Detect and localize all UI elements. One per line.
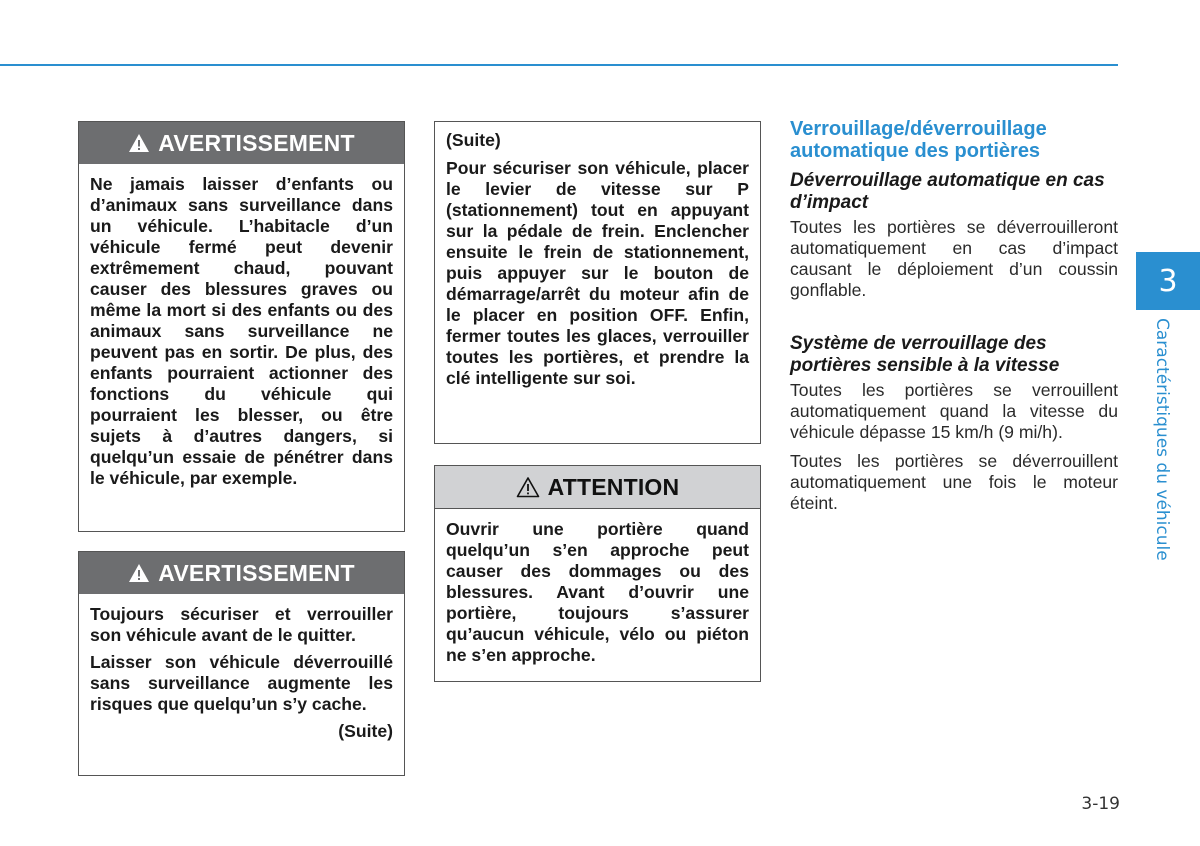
- warning-triangle-icon: [128, 133, 150, 153]
- warning-text-1: Toujours sécuriser et verrouiller son véhicule avant de le quitter.: [90, 604, 393, 645]
- chapter-label: [1142, 318, 1182, 561]
- warning-title: AVERTISSEMENT: [158, 129, 355, 156]
- warning-header: [79, 122, 404, 164]
- subsection-title-impact: Déverrouillage automatique en cas d’impact: [790, 170, 1105, 213]
- unlock-text: Toutes les portières se déverrouillent automatiquement une fois le moteur éteint.: [790, 451, 1118, 513]
- chapter-title: Caractéristiques du véhicule: [1152, 318, 1172, 561]
- continuation-label: (Suite): [446, 130, 501, 150]
- warning-box-2: [78, 551, 405, 776]
- continuation-box: [434, 121, 761, 444]
- attention-box: [434, 465, 761, 682]
- page-number: 3-19: [1081, 794, 1120, 814]
- chapter-number: 3: [1158, 263, 1178, 299]
- warning-triangle-icon: [128, 563, 150, 583]
- content-column: [790, 118, 1118, 522]
- warning-triangle-outline-icon: [516, 476, 540, 498]
- warning-text-2: Laisser son véhicule déverrouillé sans surveillance augmente les risques que quelqu’un s’y cache.: [90, 652, 393, 714]
- chapter-tab: [1136, 252, 1200, 310]
- attention-title: ATTENTION: [547, 473, 680, 500]
- section-title: Verrouillage/déverrouillage automatique des portières: [790, 118, 1047, 162]
- speed-lock-text: Toutes les portières se verrouillent automatiquement quand la vitesse du véhicule dépasse 15 km/h (9 mi/h).: [790, 380, 1118, 442]
- subsection-title-speed: Système de verrouillage des portières sensible à la vitesse: [790, 333, 1060, 376]
- warning-text: Ne jamais laisser d’enfants ou d’animaux sans surveillance dans un véhicule. L’habitacle d’un véhicule fermé peut devenir extrêmement chaud, pouvant causer des blessures graves ou même la mort si des enfants ou des animaux sans surveillance ne peuvent pas en sortir. De plus, des enfants pourraient actionner des fonctions du véhicule qui pourraient les blesser, ou être sujets à d’autres dangers, si quelqu’un essaie de pénétrer dans le véhicule, par exemple.: [90, 174, 393, 488]
- warning-header: [79, 552, 404, 594]
- attention-text: Ouvrir une portière quand quelqu’un s’en approche peut causer des dommages ou des blessures. Avant d’ouvrir une portière, toujours s’assurer qu’aucun véhicule, vélo ou piéton ne s’en approche.: [446, 519, 749, 665]
- attention-header: [435, 466, 760, 509]
- warning-title: AVERTISSEMENT: [158, 559, 355, 586]
- continued-label: (Suite): [338, 721, 393, 741]
- warning-box-1: [78, 121, 405, 532]
- top-rule: [0, 64, 1118, 66]
- continuation-text: Pour sécuriser son véhicule, placer le levier de vitesse sur P (stationnement) tout en appuyant sur la pédale de frein. Enclencher ensuite le frein de stationnement, puis appuyer sur le bouton de démarrage/arrêt du moteur afin de le placer en position OFF. Enfin, fermer toutes les glaces, verrouiller toutes les portières, et prendre la clé intelligente sur soi.: [446, 158, 749, 388]
- impact-text: Toutes les portières se déverrouilleront automatiquement en cas d’impact causant le déploiement d’un coussin gonflable.: [790, 217, 1118, 300]
